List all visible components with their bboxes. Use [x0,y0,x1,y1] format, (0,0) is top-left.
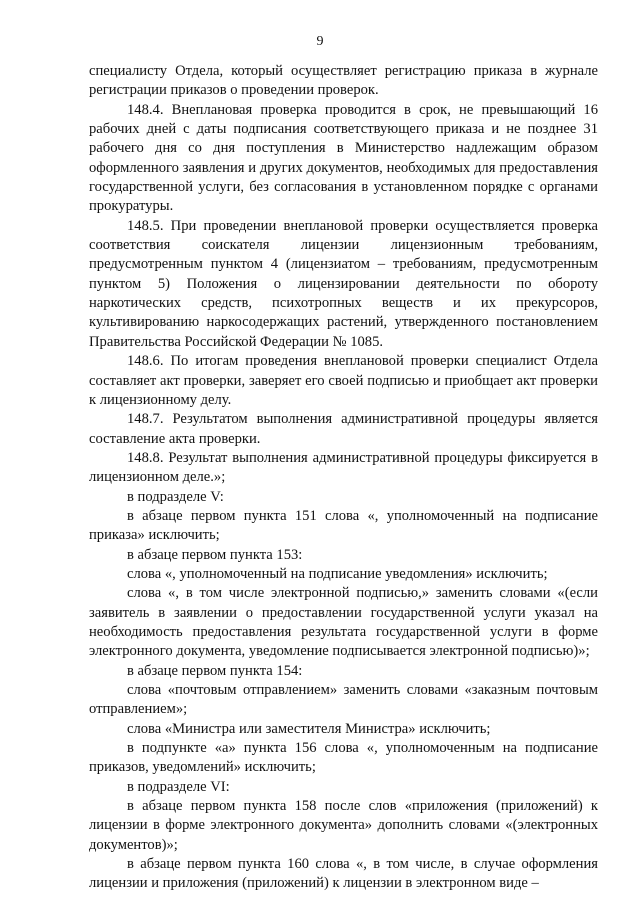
paragraph-clause-148-6: 148.6. По итогам проведения внеплановой проверки специалист Отдела составляет акт проверки, заверяет его своей подписью и приобщает акт проверки к лицензионному делу. [89,353,598,408]
paragraph-subsection-v: в подразделе V: [127,488,224,505]
paragraph-clause-148-7: 148.7. Результатом выполнения административной процедуры является составление акта проверки. [89,411,598,447]
paragraph-clause-148-5: 148.5. При проведении внеплановой проверки осуществляется проверка соответствия соискателя лицензии лицензионным требованиям, предусмотренным пунктом 4 (лицензиатом – требованиям, предусмотренным пунктом 5) Положения о лицензировании деятельности по обороту наркотических средств, психотропных веществ и их прекурсоров, культивированию наркосодержащих растений, утвержденного постановлением Правительства Российской Федерации № 1085. [89,217,598,350]
paragraph-continuation-specialist: специалисту Отдела, который осуществляет регистрацию приказа в журнале регистрации приказов о проведении проверок. [89,63,598,99]
paragraph-item-151: в абзаце первом пункта 151 слова «, уполномоченный на подписание приказа» исключить; [89,507,598,544]
paragraph-item-153-a: слова «, уполномоченный на подписание уведомления» исключить; [127,565,548,582]
paragraph-item-153: в абзаце первом пункта 153: [127,546,303,563]
paragraph-clause-148-8: 148.8. Результат выполнения административной процедуры фиксируется в лицензионном деле.»; [89,449,598,486]
page-number: 9 [316,34,324,49]
paragraph-item-158: в абзаце первом пункта 158 после слов «приложения (приложений) к лицензии в форме электронного документа» дополнить словами «(электронных документов)»; [89,798,598,853]
document-body [89,62,598,894]
paragraph-item-156: в подпункте «а» пункта 156 слова «, уполномоченным на подписание приказов, уведомлений» исключить; [89,740,598,776]
paragraph-item-153-b: слова «, в том числе электронной подписью,» заменить словами «(если заявитель в заявлении о предоставлении государственной услуги указал на необходимость предоставления результата государственной услуги в форме электронного документа, уведомление подписывается электронной подписью)»; [89,585,598,660]
paragraph-item-154: в абзаце первом пункта 154: [127,662,303,679]
paragraph-subsection-vi: в подразделе VI: [127,778,230,795]
paragraph-clause-148-4: 148.4. Внеплановая проверка проводится в срок, не превышающий 16 рабочих дней с даты подписания соответствующего приказа и не позднее 31 рабочего дня со дня поступления в Министерство надлежащим образом оформленного заявления и других документов, необходимых для предоставления государственной услуги, без согласования в установленном порядке с органами прокуратуры. [89,101,598,215]
paragraph-item-154-b: слова «Министра или заместителя Министра» исключить; [127,720,491,737]
paragraph-item-160: в абзаце первом пункта 160 слова «, в том числе, в случае оформления лицензии и приложения (приложений) к лицензии в электронном виде – [89,856,598,892]
paragraph-item-154-a: слова «почтовым отправлением» заменить словами «заказным почтовым отправлением»; [89,682,598,718]
